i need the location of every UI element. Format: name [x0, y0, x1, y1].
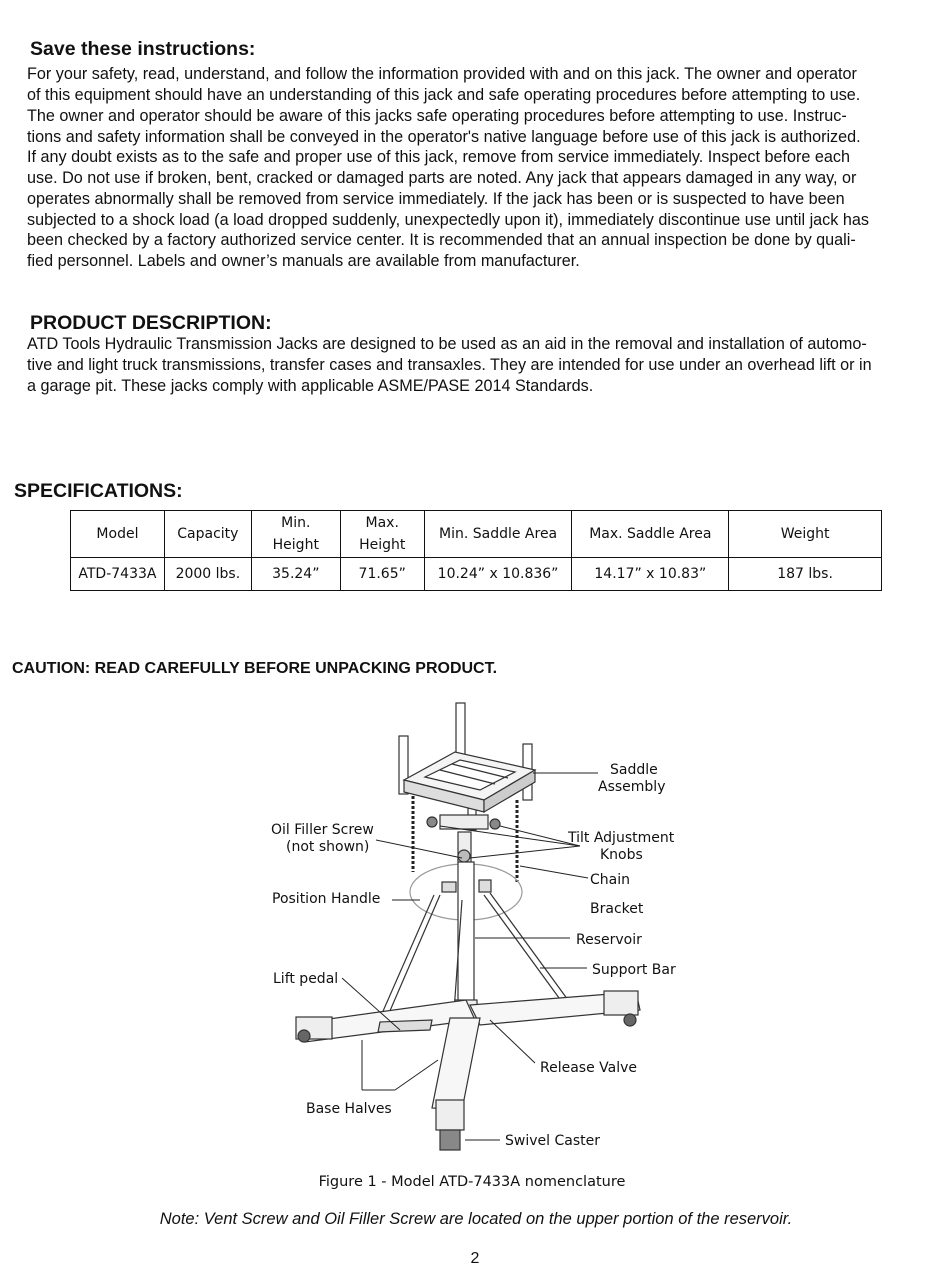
table-cell: 187 lbs.	[729, 558, 882, 591]
table-cell: ATD-7433A	[71, 558, 165, 591]
paragraph-line: been checked by a factory authorized service center. It is recommended that an annual inspection be done by quali-	[27, 231, 856, 249]
table-cell: 2000 lbs.	[164, 558, 251, 591]
label-swivel-caster: Swivel Caster	[505, 1133, 600, 1149]
caution-notice: CAUTION: READ CAREFULLY BEFORE UNPACKING PRODUCT.	[12, 660, 498, 677]
table-header-row	[71, 511, 882, 558]
header-cell: Weight	[729, 511, 882, 558]
label-reservoir: Reservoir	[576, 932, 642, 948]
label-saddle-assembly-2: Assembly	[598, 779, 666, 795]
header-cell: Min. Saddle Area	[424, 511, 572, 558]
header-cell: Capacity	[164, 511, 251, 558]
header-cell: Max. Saddle Area	[572, 511, 729, 558]
paragraph-line: subjected to a shock load (a load dropped suddenly, unexpectedly upon it), immediately discontinue use until jack has	[27, 211, 869, 229]
jack-nomenclature-figure	[0, 690, 950, 1170]
label-bracket: Bracket	[590, 901, 644, 917]
label-oil-filler-screw-1: Oil Filler Screw	[271, 822, 374, 838]
paragraph-line: operates abnormally shall be removed from service immediately. If the jack has been or is suspected to have been	[27, 190, 845, 208]
label-lift-pedal: Lift pedal	[273, 971, 339, 987]
label-chain: Chain	[590, 872, 630, 888]
paragraph-line: use. Do not use if broken, bent, cracked or damaged parts are noted. Any jack that appears damaged in any way, or	[27, 169, 857, 187]
label-oil-filler-screw-2: (not shown)	[286, 839, 370, 855]
paragraph-line: fied personnel. Labels and owner’s manuals are available from manufacturer.	[27, 252, 580, 270]
header-cell: Min. Height	[251, 511, 340, 558]
label-tilt-adjustment-knobs-2: Knobs	[600, 847, 643, 863]
specifications-heading: SPECIFICATIONS:	[14, 480, 183, 502]
table-cell: 10.24” x 10.836”	[424, 558, 572, 591]
paragraph-line: ATD Tools Hydraulic Transmission Jacks are designed to be used as an aid in the removal and installation of automo-	[27, 335, 867, 353]
save-instructions-heading: Save these instructions:	[30, 38, 256, 60]
page-number: 2	[470, 1250, 480, 1267]
table-row	[71, 558, 882, 591]
label-base-halves: Base Halves	[306, 1101, 392, 1117]
table-cell: 35.24”	[251, 558, 340, 591]
jack-illustration	[296, 703, 640, 1150]
paragraph-line: a garage pit. These jacks comply with applicable ASME/PASE 2014 Standards.	[27, 377, 594, 395]
label-tilt-adjustment-knobs-1: Tilt Adjustment	[568, 830, 675, 846]
product-description-heading: PRODUCT DESCRIPTION:	[30, 312, 272, 334]
header-cell: Model	[71, 511, 165, 558]
header-cell: Max. Height	[340, 511, 424, 558]
paragraph-line: of this equipment should have an understanding of this jack and safe operating procedures before attempting to use.	[27, 86, 861, 104]
label-saddle-assembly-1: Saddle	[610, 762, 658, 778]
paragraph-line: For your safety, read, understand, and follow the information provided with and on this jack. The owner and operator	[27, 65, 857, 83]
paragraph-line: tions and safety information shall be conveyed in the operator's native language before use of this jack is authorized.	[27, 128, 861, 146]
paragraph-line: tive and light truck transmissions, transfer cases and transaxles. They are intended for use under an overhead lift or in	[27, 356, 872, 374]
label-position-handle: Position Handle	[272, 891, 381, 907]
table-cell: 14.17” x 10.83”	[572, 558, 729, 591]
table-cell: 71.65”	[340, 558, 424, 591]
figure-caption: Figure 1 - Model ATD-7433A nomenclature	[318, 1174, 626, 1190]
specifications-table	[70, 510, 882, 591]
label-support-bar: Support Bar	[592, 962, 676, 978]
paragraph-line: If any doubt exists as to the safe and proper use of this jack, remove from service immediately. Inspect before each	[27, 148, 850, 166]
note-text: Note: Vent Screw and Oil Filler Screw are located on the upper portion of the reservoir.	[159, 1210, 793, 1228]
label-release-valve: Release Valve	[540, 1060, 638, 1076]
paragraph-line: The owner and operator should be aware of this jacks safe operating procedures before attempting to use. Instruc-	[27, 107, 847, 125]
